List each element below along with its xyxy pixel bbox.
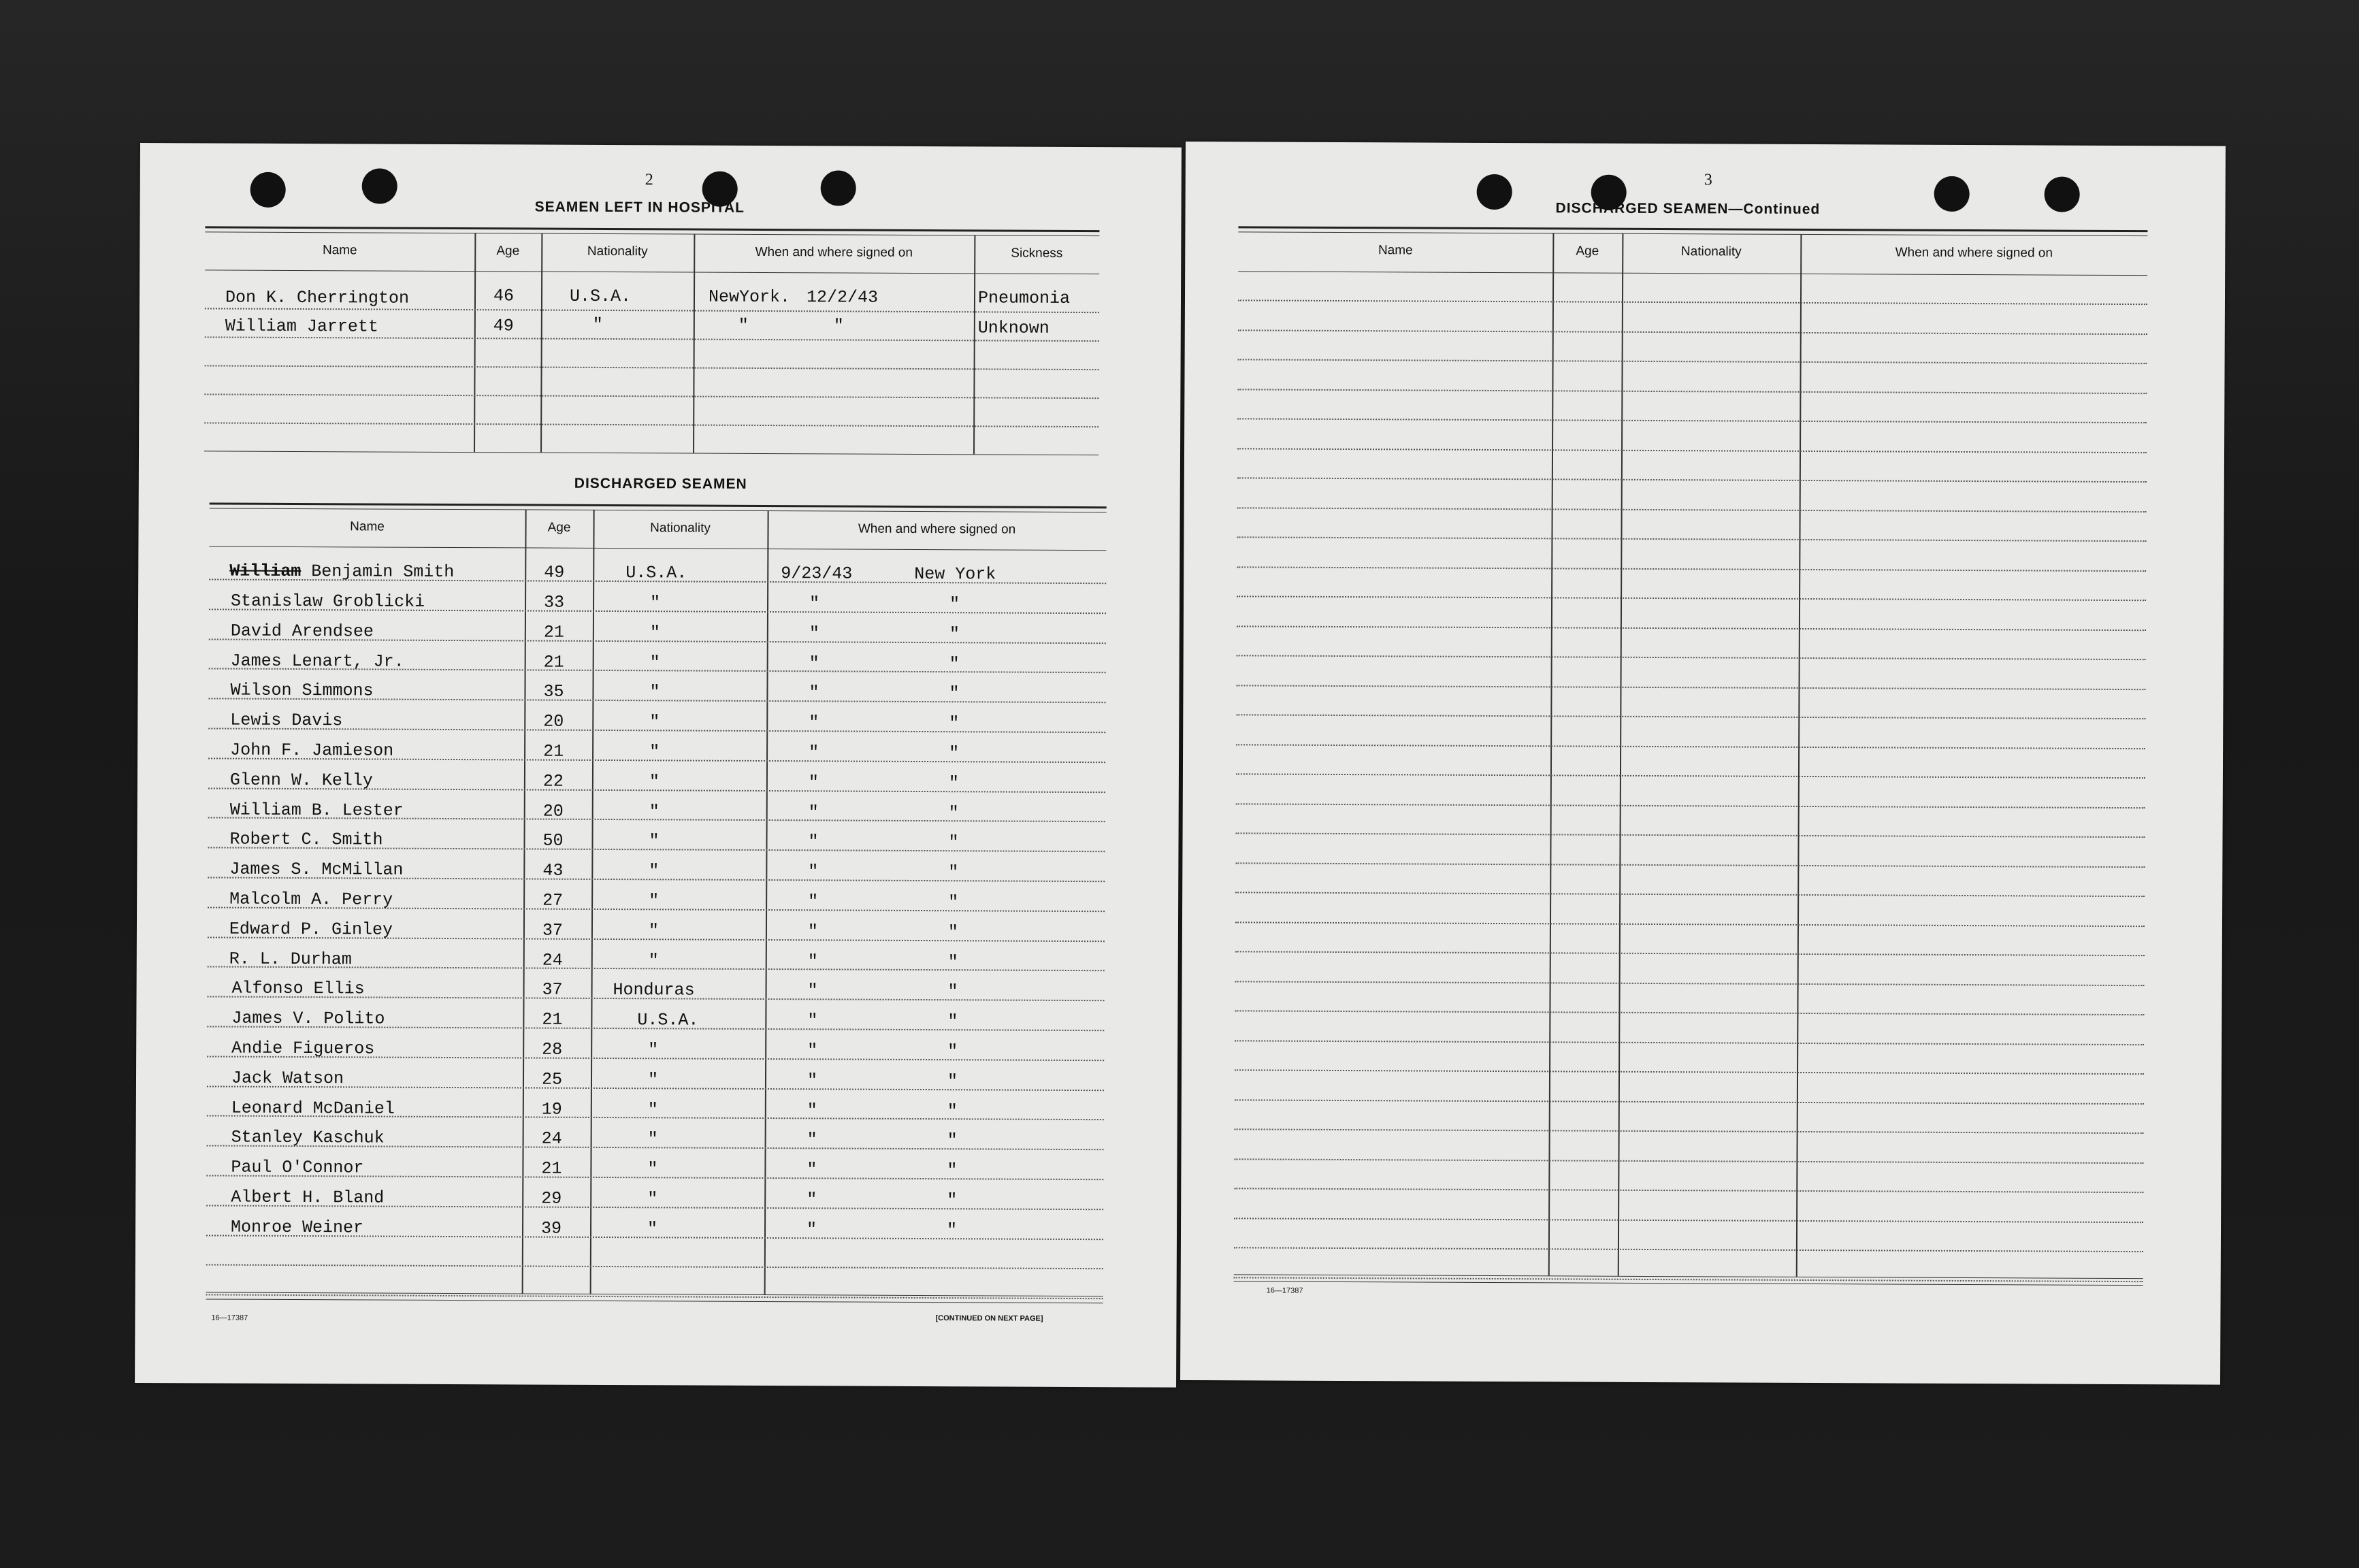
name-cell: John F. Jamieson xyxy=(230,740,394,761)
date-cell: " xyxy=(806,1220,817,1240)
name-cell: David Arendsee xyxy=(230,621,374,642)
age-cell: 33 xyxy=(543,592,565,612)
nationality-cell: " xyxy=(647,1100,658,1120)
table-cell: 49 xyxy=(493,316,514,336)
place-cell: " xyxy=(949,654,960,674)
col-header-age: Age xyxy=(547,520,571,535)
date-cell: " xyxy=(809,713,819,733)
date-cell: " xyxy=(807,951,818,972)
place-cell: " xyxy=(947,1041,958,1062)
table-cell: 46 xyxy=(493,286,515,306)
nationality-cell: U.S.A. xyxy=(637,1010,699,1030)
col-header-signed: When and where signed on xyxy=(755,244,913,260)
name-cell: Paul O'Connor xyxy=(231,1157,364,1178)
place-cell: " xyxy=(948,892,959,913)
place-cell: New York xyxy=(914,564,996,585)
name-cell: Lewis Davis xyxy=(230,710,343,731)
date-cell: " xyxy=(807,1041,818,1061)
col-header-age: Age xyxy=(1576,244,1599,259)
date-cell: " xyxy=(809,623,819,644)
table-cell: " xyxy=(833,316,844,336)
date-cell: " xyxy=(807,1100,817,1121)
place-cell: " xyxy=(948,832,959,853)
age-cell: 21 xyxy=(541,1158,562,1179)
page-number: 3 xyxy=(1704,171,1712,189)
nationality-cell: " xyxy=(649,772,660,792)
age-cell: 39 xyxy=(540,1218,562,1239)
name-cell: Jack Watson xyxy=(231,1068,344,1089)
form-number: 16—17387 xyxy=(211,1313,248,1322)
nationality-cell: " xyxy=(649,653,660,673)
age-cell: 35 xyxy=(543,681,564,702)
col-header-nationality: Nationality xyxy=(650,521,711,536)
date-cell: " xyxy=(808,892,819,912)
page-number: 2 xyxy=(645,171,653,189)
name-cell: James V. Polito xyxy=(231,1008,385,1029)
age-cell: 21 xyxy=(543,622,564,642)
place-cell: " xyxy=(949,683,960,704)
col-header-sickness: Sickness xyxy=(1011,246,1063,261)
nationality-cell: " xyxy=(649,861,660,881)
place-cell: " xyxy=(948,773,959,794)
nationality-cell: " xyxy=(648,1040,659,1060)
name-cell: Robert C. Smith xyxy=(229,829,383,850)
place-cell: " xyxy=(947,981,958,1002)
nationality-cell: " xyxy=(648,951,659,971)
name-cell: Wilson Simmons xyxy=(230,680,374,701)
nationality-cell: " xyxy=(649,742,660,762)
place-cell: " xyxy=(949,624,960,644)
name-cell: R. L. Durham xyxy=(229,949,352,970)
name-cell: Malcolm A. Perry xyxy=(229,889,393,910)
age-cell: 20 xyxy=(543,711,564,732)
table-cell: " xyxy=(592,314,603,335)
name-cell: Leonard McDaniel xyxy=(231,1098,395,1119)
name-cell: Stanislaw Groblicki xyxy=(231,591,425,612)
place-cell: " xyxy=(947,1190,958,1211)
name-cell: James S. McMillan xyxy=(229,859,404,880)
age-cell: 29 xyxy=(541,1188,562,1209)
nationality-cell: " xyxy=(649,802,660,822)
punch-hole xyxy=(362,168,397,203)
place-cell: " xyxy=(947,1071,958,1092)
nationality-cell: " xyxy=(647,1070,659,1090)
date-cell: " xyxy=(807,921,819,942)
punch-hole xyxy=(2045,177,2080,212)
place-cell: " xyxy=(947,1101,958,1122)
name-cell: Alfonso Ellis xyxy=(231,978,365,999)
table-cell: Pneumonia xyxy=(977,288,1071,308)
continued-note: [CONTINUED ON NEXT PAGE] xyxy=(935,1314,1043,1323)
age-cell: 22 xyxy=(542,771,564,791)
nationality-cell: " xyxy=(647,1219,658,1239)
name-cell: William B. Lester xyxy=(229,800,404,821)
age-cell: 37 xyxy=(542,979,563,1000)
age-cell: 19 xyxy=(541,1099,562,1120)
col-header-age: Age xyxy=(496,244,520,259)
place-cell: " xyxy=(948,803,959,823)
right-page xyxy=(1180,142,2226,1385)
place-cell: " xyxy=(948,862,959,883)
place-cell: " xyxy=(949,594,960,615)
punch-hole xyxy=(1934,176,1970,212)
place-cell: " xyxy=(947,1011,958,1032)
date-cell: " xyxy=(807,1011,818,1031)
nationality-cell: U.S.A. xyxy=(625,563,687,583)
age-cell: 21 xyxy=(543,652,564,672)
date-cell: " xyxy=(809,683,819,703)
punch-hole xyxy=(821,170,856,206)
place-cell: " xyxy=(946,1220,958,1241)
nationality-cell: " xyxy=(649,682,660,702)
date-cell: " xyxy=(807,1130,817,1150)
name-cell: Stanley Kaschuk xyxy=(231,1127,385,1148)
punch-hole xyxy=(250,172,286,208)
nationality-cell: " xyxy=(649,593,661,613)
nationality-cell: " xyxy=(649,831,660,851)
form-number: 16—17387 xyxy=(1266,1286,1303,1295)
name-cell: Monroe Weiner xyxy=(230,1217,364,1238)
age-cell: 24 xyxy=(542,950,563,970)
age-cell: 25 xyxy=(541,1069,563,1090)
age-cell: 27 xyxy=(542,890,564,911)
date-cell: " xyxy=(809,742,819,763)
table-row xyxy=(229,561,454,583)
place-cell: " xyxy=(949,713,960,734)
hospital-section-title: SEAMEN LEFT IN HOSPITAL xyxy=(534,199,745,216)
date-cell: " xyxy=(809,593,820,614)
name-cell: Benjamin Smith xyxy=(311,561,455,583)
name-cell: Andie Figueros xyxy=(231,1038,375,1059)
name-cell: Glenn W. Kelly xyxy=(229,770,374,791)
discharged-continued-title: DISCHARGED SEAMEN—Continued xyxy=(1555,200,1821,218)
nationality-cell: " xyxy=(649,712,660,732)
nationality-cell: " xyxy=(647,1129,658,1149)
age-cell: 24 xyxy=(541,1128,562,1149)
date-cell: " xyxy=(808,772,819,793)
table-cell: U.S.A. xyxy=(569,286,632,307)
place-cell: " xyxy=(949,743,960,764)
col-header-name: Name xyxy=(1378,243,1413,258)
table-cell: William Jarrett xyxy=(225,316,378,337)
date-cell: " xyxy=(807,1071,818,1091)
age-cell: 49 xyxy=(544,562,565,583)
name-cell: Albert H. Bland xyxy=(231,1187,385,1208)
name-cell: James Lenart, Jr. xyxy=(230,651,404,672)
left-page xyxy=(135,143,1182,1388)
discharged-section-title: DISCHARGED SEAMEN xyxy=(574,475,747,492)
punch-hole xyxy=(1477,174,1512,210)
struck-name: William xyxy=(229,561,302,582)
age-cell: 50 xyxy=(542,830,564,851)
nationality-cell: " xyxy=(649,623,660,643)
nationality-cell: Honduras xyxy=(613,980,695,1000)
date-cell: " xyxy=(807,1160,817,1180)
nationality-cell: " xyxy=(647,1189,658,1209)
col-header-nationality: Nationality xyxy=(587,244,648,259)
nationality-cell: " xyxy=(649,891,660,911)
table-cell: 12/2/43 xyxy=(806,287,879,308)
age-cell: 20 xyxy=(542,801,564,821)
date-cell: " xyxy=(807,981,818,1001)
place-cell: " xyxy=(947,1160,958,1181)
table-cell: " xyxy=(738,315,749,336)
table-cell: NewYork. xyxy=(708,287,791,308)
date-cell: " xyxy=(808,802,819,823)
age-cell: 37 xyxy=(542,920,564,941)
date-cell: " xyxy=(808,862,819,882)
age-cell: 43 xyxy=(542,860,564,881)
col-header-nationality: Nationality xyxy=(1680,244,1742,259)
date-cell: " xyxy=(809,653,819,674)
nationality-cell: " xyxy=(647,1159,658,1179)
date-cell: 9/23/43 xyxy=(781,564,853,584)
name-cell: Edward P. Ginley xyxy=(229,919,393,940)
age-cell: 21 xyxy=(543,741,564,762)
table-cell: Unknown xyxy=(977,318,1050,338)
date-cell: " xyxy=(808,832,819,852)
date-cell: " xyxy=(807,1190,817,1210)
place-cell: " xyxy=(947,952,958,973)
col-header-name: Name xyxy=(322,243,357,258)
age-cell: 28 xyxy=(542,1039,563,1060)
age-cell: 21 xyxy=(542,1009,563,1030)
place-cell: " xyxy=(947,922,959,943)
place-cell: " xyxy=(947,1130,958,1151)
table-cell: Don K. Cherrington xyxy=(225,287,410,308)
col-header-signed: When and where signed on xyxy=(1895,245,2053,261)
col-header-signed: When and where signed on xyxy=(858,521,1016,537)
nationality-cell: " xyxy=(648,921,660,941)
col-header-name: Name xyxy=(350,519,385,534)
